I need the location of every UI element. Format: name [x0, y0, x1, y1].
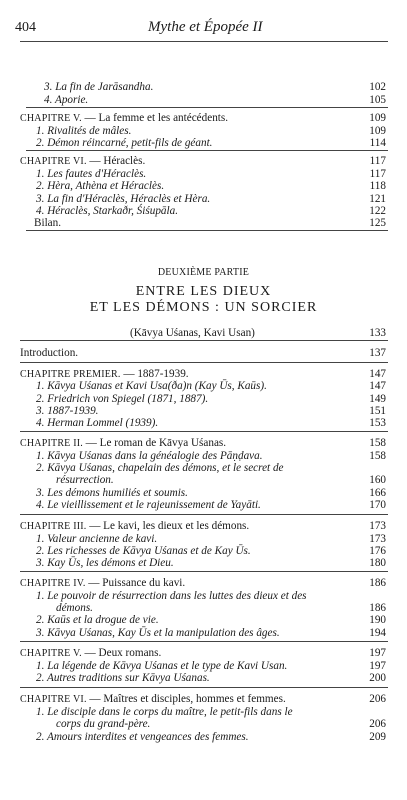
toc-page-number: 147	[369, 380, 386, 392]
section-divider	[26, 230, 388, 231]
toc-page-number: 197	[369, 647, 386, 659]
toc-page-number: 147	[369, 368, 386, 380]
toc-entry-title: 4. Le vieillissement et le rajeunissement de Yayāti.	[36, 499, 261, 511]
toc-entry-title: 1. Valeur ancienne de kavi.	[36, 533, 158, 545]
toc-entry-title: 3. Kay Ūs, les démons et Dieu.	[36, 557, 174, 569]
toc-entry-row	[0, 499, 407, 512]
toc-entry-title: 3. Kāvya Uśanas, Kay Ūs et la manipulation des âges.	[36, 627, 280, 639]
toc-page-number: 197	[369, 660, 386, 672]
toc-entry-title: Introduction.	[20, 347, 79, 359]
toc-entry-row	[0, 380, 407, 393]
toc-entry-title: résurrection.	[56, 474, 114, 486]
toc-chapter-row	[0, 647, 407, 660]
section-divider	[20, 340, 388, 341]
section-divider	[26, 150, 388, 151]
toc-page-number: 206	[369, 718, 386, 730]
toc-entry-title: 4. Aporie.	[44, 94, 89, 106]
toc-page-number: 118	[369, 180, 386, 192]
toc-entry-title: 3. Les démons humiliés et soumis.	[36, 487, 188, 499]
toc-page-number: 137	[369, 347, 386, 359]
toc-page-number: 122	[369, 205, 386, 217]
toc-entry-title: CHAPITRE PREMIER. — 1887-1939.	[20, 368, 189, 380]
toc-entry-title: CHAPITRE IV. — Puissance du kavi.	[20, 577, 186, 589]
toc-entry-row	[0, 347, 407, 360]
toc-chapter-row	[0, 693, 407, 706]
toc-page-number: 125	[369, 217, 386, 229]
section-divider	[20, 641, 388, 642]
toc-entry-title: 1. Les fautes d'Héraclès.	[36, 168, 147, 180]
toc-page-number: 158	[369, 450, 386, 462]
toc-entry-row	[0, 180, 407, 193]
section-divider	[20, 687, 388, 688]
toc-entry-title: 2. Kāvya Uśanas, chapelain des démons, et le secret de	[36, 462, 284, 474]
toc-page-number: 117	[369, 168, 386, 180]
toc-entry-title: 2. Amours interdites et vengeances des femmes.	[36, 731, 249, 743]
toc-entry-title: démons.	[56, 602, 93, 614]
toc-page-number: 194	[369, 627, 386, 639]
toc-page-number: 109	[369, 125, 386, 137]
toc-page-number: 180	[369, 557, 386, 569]
toc-chapter-row	[0, 112, 407, 125]
toc-chapter-row	[0, 520, 407, 533]
toc-entry-title: 1. Rivalités de mâles.	[36, 125, 132, 137]
section-divider	[20, 362, 388, 363]
toc-entry-row	[0, 81, 407, 94]
part-title-line1: ENTRE LES DIEUX	[135, 284, 272, 299]
toc-entry-title: 3. La fin d'Héraclès, Héraclès et Hèra.	[36, 193, 211, 205]
toc-entry-title: 3. La fin de Jarāsandha.	[44, 81, 154, 93]
toc-entry-row	[0, 731, 407, 744]
toc-page-number: 117	[369, 155, 386, 167]
toc-page-number: 149	[369, 393, 386, 405]
toc-chapter-row	[0, 437, 407, 450]
toc-page-number: 105	[369, 94, 386, 106]
toc-entry-row	[0, 557, 407, 570]
toc-entry-title: 1. Kāvya Uśanas et Kavi Usa(ða)n (Kay Ūs, Kaūs).	[36, 380, 267, 392]
toc-entry-title: 1. Kāvya Uśanas dans la généalogie des Pāṇḍava.	[36, 450, 263, 462]
toc-entry-title: 2. Hèra, Athèna et Héraclès.	[36, 180, 165, 192]
toc-entry-title: CHAPITRE VI. — Maîtres et disciples, hommes et femmes.	[20, 693, 286, 705]
section-divider	[20, 431, 388, 432]
toc-entry-title: CHAPITRE V. — La femme et les antécédents.	[20, 112, 229, 124]
toc-page-number: 209	[369, 731, 386, 743]
toc-entry-title: 1. Le disciple dans le corps du maître, le petit-fils dans le	[36, 706, 293, 718]
toc-entry-title: 2. Démon réincarné, petit-fils de géant.	[36, 137, 213, 149]
toc-page-number: 114	[369, 137, 386, 149]
toc-chapter-row	[0, 155, 407, 168]
toc-entry-row	[0, 94, 407, 107]
toc-entry-title: CHAPITRE II. — Le roman de Kāvya Uśanas.	[20, 437, 227, 449]
running-title: Mythe et Épopée II	[148, 19, 263, 35]
toc-page-number: 166	[369, 487, 386, 499]
toc-entry-title: 3. 1887-1939.	[36, 405, 99, 417]
toc-entry-title: 2. Les richesses de Kāvya Uśanas et de Kay Ūs.	[36, 545, 251, 557]
toc-entry-title: CHAPITRE III. — Le kavi, les dieux et les démons.	[20, 520, 250, 532]
toc-entry-title: 1. La légende de Kāvya Uśanas et le type de Kavi Usan.	[36, 660, 288, 672]
toc-page-number: 186	[369, 577, 386, 589]
toc-page-number: 190	[369, 614, 386, 626]
toc-entry-title: corps du grand-père.	[56, 718, 151, 730]
part-subtitle-row	[0, 327, 407, 340]
toc-entry-row	[0, 217, 407, 230]
part-label: DEUXIÈME PARTIE	[157, 267, 250, 278]
section-divider	[20, 571, 388, 572]
toc-entry-row	[0, 137, 407, 150]
toc-page-number: 102	[369, 81, 386, 93]
toc-entry-title: 4. Héraclès, Starkaðr, Śiśupāla.	[36, 205, 179, 217]
section-divider	[20, 514, 388, 515]
toc-page-number: 153	[369, 417, 386, 429]
toc-entry-title: CHAPITRE VI. — Héraclès.	[20, 155, 146, 167]
toc-page-number: 109	[369, 112, 386, 124]
toc-entry-row	[0, 417, 407, 430]
toc-page-number: 176	[369, 545, 386, 557]
section-divider	[20, 41, 388, 42]
toc-entry-title: 1. Le pouvoir de résurrection dans les luttes des dieux et des	[36, 590, 307, 602]
toc-entry-title: 2. Friedrich von Spiegel (1871, 1887).	[36, 393, 209, 405]
part-subtitle: (Kāvya Uśanas, Kavi Usan)	[130, 327, 255, 339]
part-subtitle-page: 133	[369, 327, 386, 339]
toc-chapter-row	[0, 577, 407, 590]
toc-entry-title: 4. Herman Lommel (1939).	[36, 417, 159, 429]
toc-page-number: 173	[369, 520, 386, 532]
toc-entry-row	[0, 718, 407, 731]
section-divider	[26, 107, 388, 108]
page-number: 404	[15, 20, 36, 35]
toc-entry-title: 2. Autres traditions sur Kāvya Uśanas.	[36, 672, 210, 684]
toc-page-number: 173	[369, 533, 386, 545]
toc-entry-row	[0, 614, 407, 627]
toc-page-number: 206	[369, 693, 386, 705]
toc-page-number: 200	[369, 672, 386, 684]
toc-page-number: 170	[369, 499, 386, 511]
toc-entry-row	[0, 627, 407, 640]
toc-entry-title: 2. Kaūs et la drogue de vie.	[36, 614, 159, 626]
toc-page-number: 158	[369, 437, 386, 449]
part-title-line2: ET LES DÉMONS : UN SORCIER	[89, 300, 318, 315]
toc-entry-title: Bilan.	[34, 217, 62, 229]
toc-entry-title: CHAPITRE V. — Deux romans.	[20, 647, 162, 659]
toc-page-number: 186	[369, 602, 386, 614]
toc-page-number: 151	[369, 405, 386, 417]
toc-entry-row	[0, 672, 407, 685]
toc-page-number: 121	[369, 193, 386, 205]
toc-page-number: 160	[369, 474, 386, 486]
toc-entry-row	[0, 474, 407, 487]
